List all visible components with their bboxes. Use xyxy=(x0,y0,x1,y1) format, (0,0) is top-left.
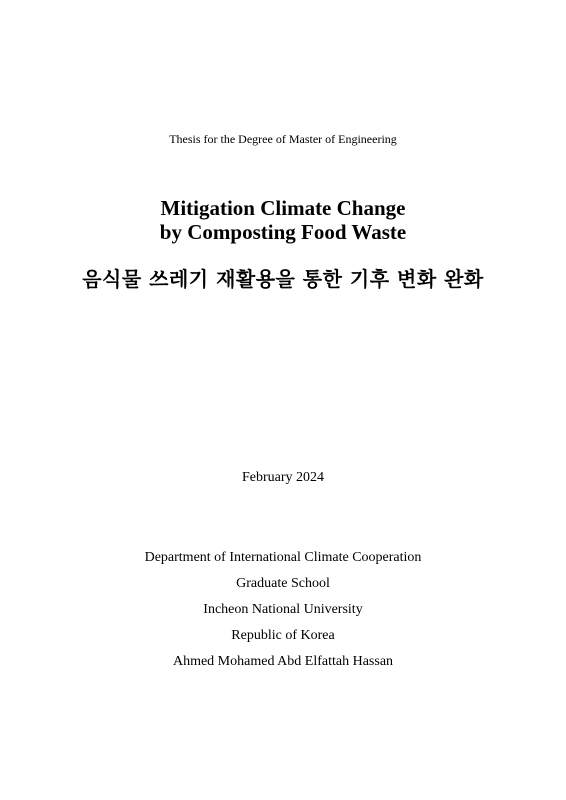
degree-line: Thesis for the Degree of Master of Engineering xyxy=(169,132,397,146)
university-name: Incheon National University xyxy=(203,602,363,617)
country-name: Republic of Korea xyxy=(231,628,335,643)
department-name: Department of International Climate Cooperation xyxy=(144,550,422,565)
korean-title: 음식물 쓰레기 재활용을 통한 기후 변화 완화 xyxy=(82,267,484,291)
thesis-title-line-2: by Composting Food Waste xyxy=(159,220,407,244)
submission-date: February 2024 xyxy=(241,470,325,485)
author-name: Ahmed Mohamed Abd Elfattah Hassan xyxy=(172,654,394,669)
thesis-title-line-1: Mitigation Climate Change xyxy=(160,196,406,220)
school-name: Graduate School xyxy=(236,576,330,591)
